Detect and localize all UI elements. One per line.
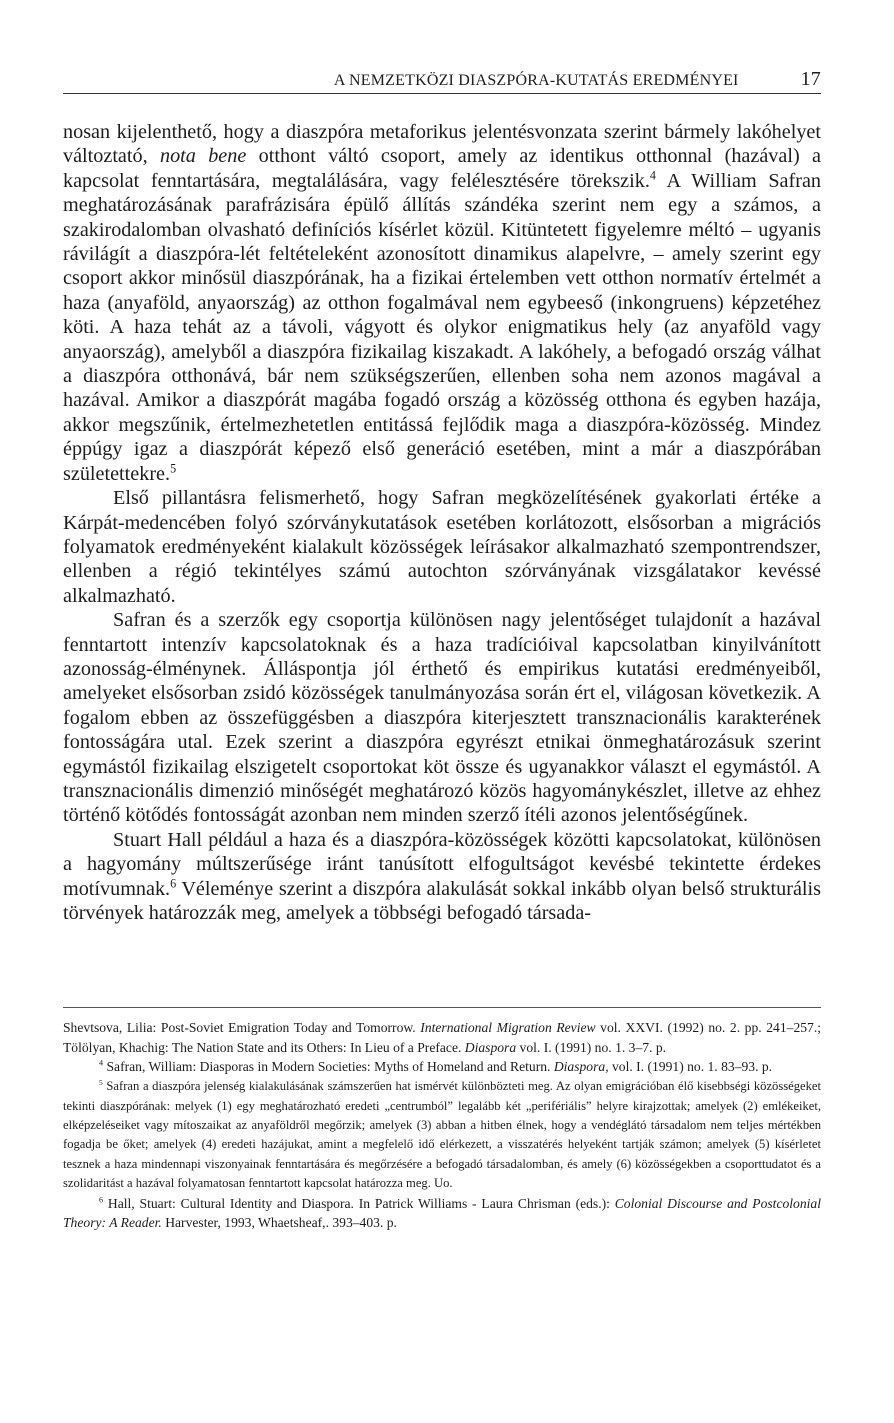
- footnote-6-number: 6: [99, 1195, 104, 1205]
- footnote-3-text-e: vol. I. (1991) no. 1. 3–7. p.: [516, 1039, 667, 1055]
- paragraph-1: [63, 120, 821, 486]
- footnote-3-text-c: vol. XXVI. (1992) no. 2. pp. 241–257.; Tölölyan, Khachig: The Nation State and its Others: In Lieu of a Preface.: [63, 1020, 822, 1055]
- paragraph-4-text-b: Véleménye szerint a diszpóra alakulását sokkal inkább olyan belső strukturális törvények határozzák meg, amelyek a többségi befogadó társada-: [63, 877, 821, 924]
- paragraph-4-text-a: Stuart Hall például a haza és a diaszpóra-közösségek közötti kapcsolatokat, különösen a hagyomány múltszerűsége iránt tanúsított elfogultságot kevésbé tekintette érdekes motívumnak.: [63, 828, 821, 900]
- footnote-4-journal: Diaspora,: [553, 1059, 609, 1075]
- footnote-3-text-a: Shevtsova, Lilia: Post-Soviet Emigration Today and Tomorrow.: [63, 1020, 421, 1035]
- footnote-5: [63, 1077, 821, 1193]
- footnote-ref-5: 5: [170, 460, 177, 475]
- footnote-3-journal-2: Diaspora: [464, 1039, 517, 1055]
- main-text: [63, 120, 821, 925]
- paragraph-1-text-d: A William Safran meghatározásának parafrázisára épülő állítás szándéka szerint nem egy a számos, a szakirodalomban olvasható definíciós kísérlet közül. Kitüntetett figyelemre méltó – ugyanis rávilágít a diaszpóra-lét feltételeként azonosított dinamikus alapelvre, – amely szerint egy csoport akkor minősül diaszpórának, ha a fizikai értelemben vett otthon normatív értelmét a haza (anyaföld, anyaország) az otthon fogalmával nem egybeeső (inkongruens) képzetéhez köti. A haza tehát az a távoli, vágyott és olykor enigmatikus hely (az anyaföld vagy anyaország), amelyből a diaszpóra fizikailag kiszakadt. A lakóhely, a befogadó ország válhat a diaszpóra otthonává, bár nem szükségszerűen, ellenben soha nem azonos magával a hazával. Amikor a diaszpórát magába fogadó ország a közösség otthona és egyben hazája, akkor megszűnik, értelmezhetetlen entitássá fejlődik maga a diaszpóra-közösség. Mindez éppúgy igaz a diaszpórát képező első generáció esetében, mint a már a diaszpórában születettekre.: [63, 169, 822, 485]
- footnote-6-text-a: Hall, Stuart: Cultural Identity and Diaspora. In Patrick Williams - Laura Chrisman (eds.):: [103, 1195, 615, 1211]
- paragraph-1-text-c: otthont váltó csoport, amely az identikus otthonnal (hazával) a kapcsolat fenntartására, megtalálására, vagy felélesztésére törekszik.: [63, 145, 821, 192]
- footnote-divider: [63, 1007, 821, 1008]
- paragraph-1-italic: nota bene: [159, 145, 247, 168]
- footnote-5-number: 5: [99, 1077, 103, 1087]
- footnote-4-number: 4: [99, 1058, 104, 1068]
- footnote-3-continued: [63, 1018, 821, 1057]
- footnote-ref-6: 6: [170, 875, 177, 890]
- paragraph-2: Első pillantásra felismerhető, hogy Safran megközelítésének gyakorlati értéke a Kárpát-medencében folyó szórványkutatások esetében korlátozott, elsősorban a migrációs folyamatok eredményeként kialakult közösségek leírásakor alkalmazható szempontrendszer, ellenben a régió tekintélyes számú autochton szórványának vizsgálatakor kevéssé alkalmazható.: [63, 487, 821, 607]
- footnote-4: [63, 1057, 821, 1077]
- paragraph-1-text-a: nosan kijelenthető, hogy a diaszpóra metaforikus jelentésvonzata szerint bármely lakóhelyet változtató,: [63, 121, 821, 168]
- footnote-6: [63, 1194, 821, 1233]
- paragraph-4: [63, 828, 821, 926]
- footnote-6-text-c: Harvester, 1993, Whaetsheaf,. 393–403. p.: [161, 1215, 397, 1231]
- running-header: [63, 68, 821, 94]
- footnote-3-journal: International Migration Review: [420, 1020, 596, 1035]
- footnote-6-title: Colonial Discourse and Postcolonial Theory: A Reader.: [63, 1195, 821, 1231]
- paragraph-3: Safran és a szerzők egy csoportja különösen nagy jelentőséget tulajdonít a hazával fenntartott intenzív kapcsolatoknak és a haza tradícióival kapcsolatban kinyilvánított azonosság-élménynek. Álláspontja jól érthető és empirikus kutatási eredményeiből, amelyeket elsősorban zsidó közösségek tanulmányozása során ért el, világosan következik. A fogalom ebben az összefüggésben a diaszpóra kiterjesztett transznacionális karakterének fontosságára utal. Ezek szerint a diaszpóra egyrészt etnikai önmeghatározásuk szerint egymástól fizikailag elszigetelt csoportokat köt össze és ugyanakkor választ el egymástól. A transznacionális dimenzió minőségét meghatározó közös hagyománykészlet, illetve az ehhez történő kötődés fontosságát azonban nem minden szerző ítéli azonos jelentőségűnek.: [63, 609, 821, 827]
- running-header-title: A NEMZETKÖZI DIASZPÓRA-KUTATÁS EREDMÉNYEI: [333, 72, 739, 89]
- footnote-4-text-a: Safran, William: Diasporas in Modern Societies: Myths of Homeland and Return.: [103, 1059, 554, 1075]
- page-number: 17: [800, 68, 821, 90]
- footnote-5-text: Safran a diaszpóra jelenség kialakulásának számszerűen hat ismérvét különbözteti meg. Az olyan emigrációban élő kisebbségi közösségeket tekinti diaszpórának: melyek (1) egy meghatározható eredeti „centrumból” legalább két „perifériális” helyre kirajzottak; amelyek (2) emlékeiket, elképzeléseiket vagy mítoszaikat az anyaföldről megőrzik; amelyek (3) abban a hitben élnek, hogy a vendéglátó társadalom nem teljes mértékben fogadja be őket; amelyek (4) eredeti hazájukat, amint a megfelelő idő elérkezett, a visszatérés helyeként tartják számon; amelyek (5) kísérletet tesznek a haza mindennapi viszonyainak fenntartására és megőrzésére a befogadó társadalomban, és amely (6) közösségekben a csoporttudatot és a szolidaritást a hazával folyamatosan fenntartott kapcsolat határozza meg. Uo.: [63, 1079, 821, 1191]
- footnotes: [63, 1018, 821, 1233]
- footnote-4-text-c: vol. I. (1991) no. 1. 83–93. p.: [608, 1059, 773, 1075]
- footnote-ref-4: 4: [649, 168, 656, 183]
